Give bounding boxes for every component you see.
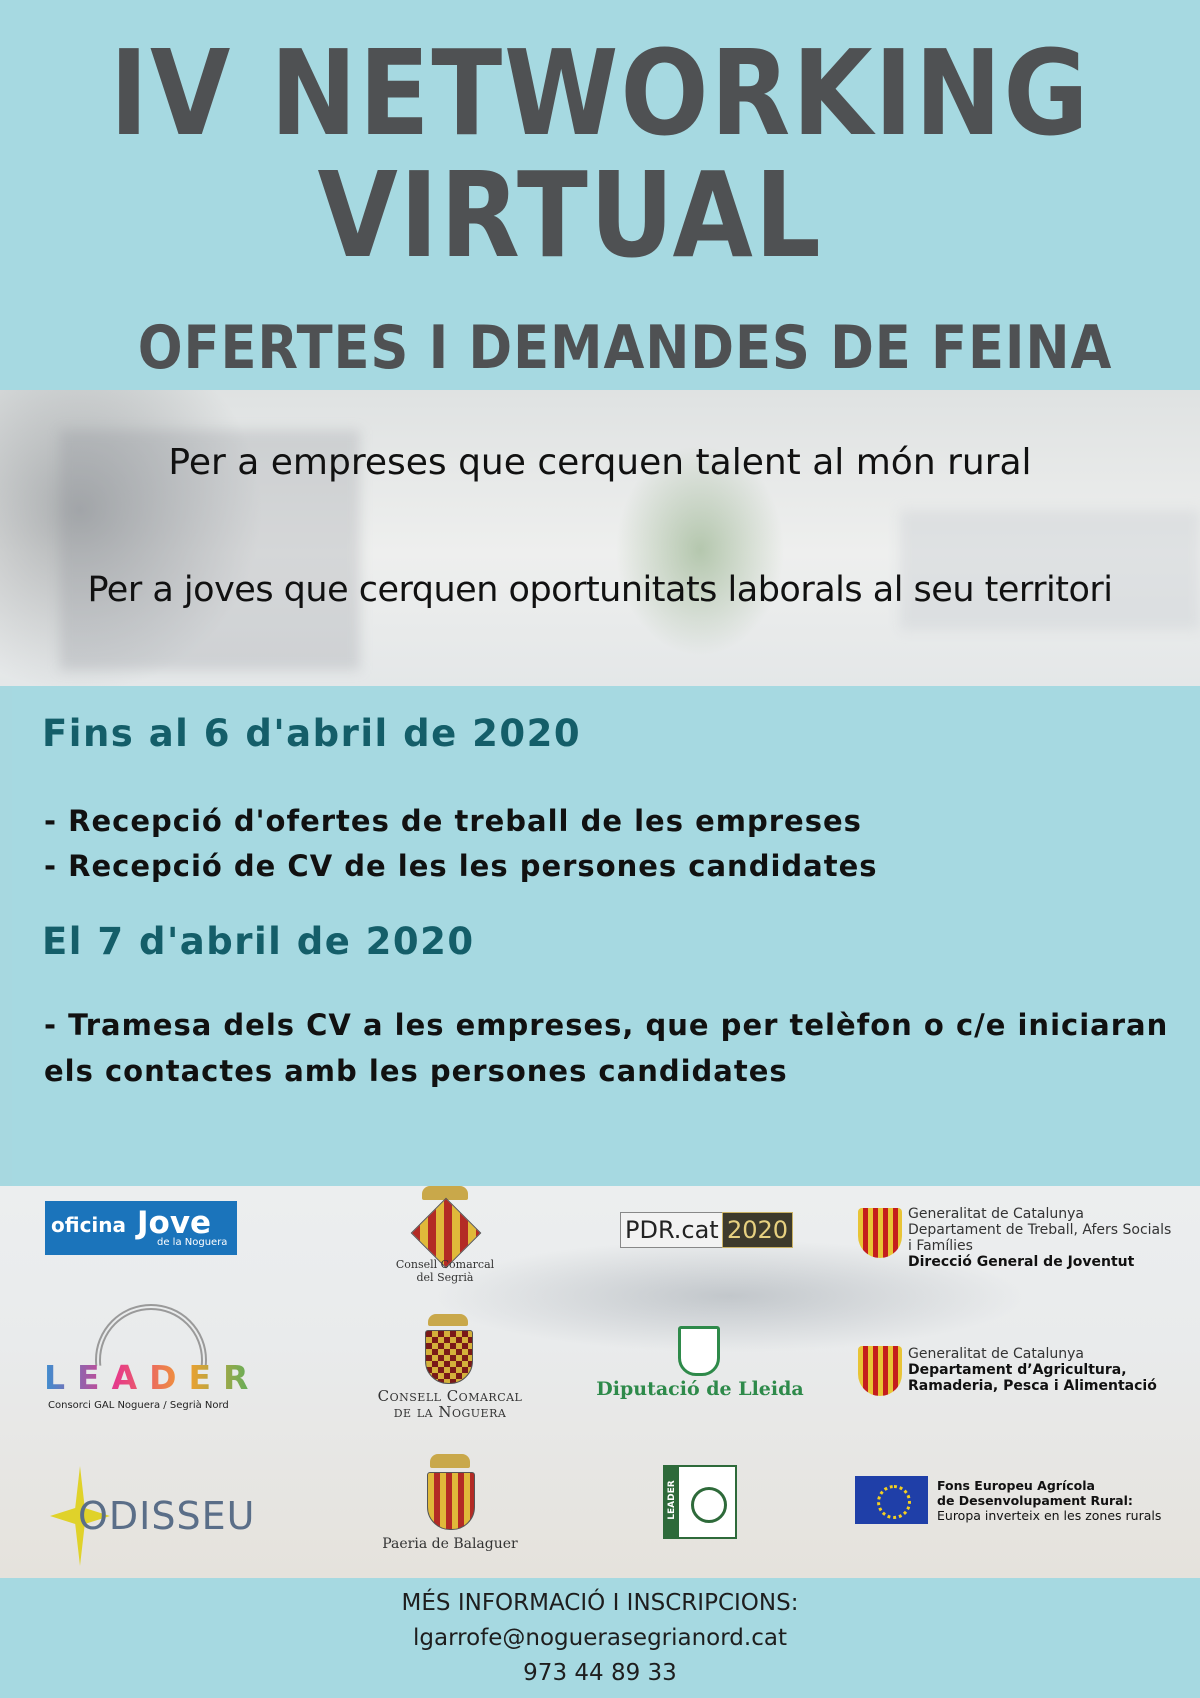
- feader-line2: de Desenvolupament Rural:: [937, 1493, 1133, 1508]
- senyera-shield-icon: [858, 1208, 902, 1258]
- logo-leader-caption: Consorci GAL Noguera / Segrià Nord: [48, 1400, 229, 1411]
- logo-consell-noguera: [360, 1314, 540, 1419]
- feader-line1: Fons Europeu Agrícola: [937, 1478, 1095, 1493]
- logo-pdr-year: 2020: [722, 1212, 793, 1248]
- logo-gencat-treball: [858, 1206, 1198, 1276]
- logo-pdr-text: PDR.cat: [620, 1212, 724, 1248]
- title-line-1: IV NETWORKING: [109, 24, 1091, 162]
- logo-leader-square: [663, 1465, 737, 1539]
- logo-oficina-word: oficina: [51, 1213, 127, 1237]
- schedule-item: els contactes amb les persones candidates: [44, 1054, 788, 1088]
- logo-segria-line2: del Segrià: [416, 1271, 474, 1284]
- logo-leader-word: LEADER: [44, 1358, 261, 1397]
- gencat-line3: i Famílies: [908, 1238, 973, 1254]
- schedule-box: [12, 686, 1200, 1186]
- subtitle: OFERTES I DEMANDES DE FEINA: [137, 313, 1113, 383]
- footer-phone[interactable]: 973 44 89 33: [523, 1660, 677, 1686]
- sponsor-logos: [0, 1186, 1200, 1578]
- intro-line-youth: Per a joves que cerquen oportunitats laborals al seu territori: [87, 570, 1113, 610]
- logo-odisseu-text: ODISSEU: [78, 1494, 256, 1538]
- gencat-line2: Departament de Treball, Afers Socials: [908, 1222, 1172, 1238]
- header-band: [0, 0, 1200, 390]
- crown-icon: [428, 1314, 468, 1326]
- title-line-2: VIRTUAL: [317, 146, 823, 284]
- gencat-line1: Generalitat de Catalunya: [908, 1206, 1084, 1222]
- coat-of-arms-icon: [427, 1472, 475, 1530]
- schedule-item: - Tramesa dels CV a les empreses, que per telèfon o c/e iniciaran: [44, 1008, 1169, 1042]
- footer-email-link[interactable]: lgarrofe@noguerasegrianord.cat: [413, 1625, 787, 1651]
- schedule-item: - Recepció d'ofertes de treball de les empreses: [44, 804, 862, 838]
- senyera-shield-icon: [858, 1346, 902, 1396]
- crown-icon: [430, 1454, 470, 1468]
- schedule-item: - Recepció de CV de les les persones candidates: [44, 849, 878, 883]
- schedule-heading-deadline: Fins al 6 d'abril de 2020: [42, 712, 582, 755]
- leaf-icon: [691, 1487, 727, 1523]
- feader-line3: Europa inverteix en les zones rurals: [937, 1508, 1162, 1523]
- logo-segria-line1: Consell Comarcal: [395, 1258, 495, 1271]
- logo-noguera-line1: Consell Comarcal: [377, 1387, 523, 1405]
- coat-of-arms-icon: [425, 1330, 473, 1384]
- logo-noguera-word: de la Noguera: [157, 1237, 228, 1248]
- logo-noguera-line2: de la Noguera: [393, 1403, 507, 1421]
- logo-consell-segria: [370, 1186, 530, 1286]
- logo-feader: [855, 1476, 1200, 1536]
- logo-diputacio: [580, 1326, 820, 1406]
- schedule-heading-date: El 7 d'abril de 2020: [42, 920, 475, 963]
- gencat-agri-line3: Ramaderia, Pesca i Alimentació: [908, 1378, 1157, 1394]
- logo-odisseu: [40, 1466, 260, 1566]
- logo-jove-word: Jove: [137, 1205, 212, 1241]
- logo-leader: [40, 1304, 261, 1414]
- intro-line-companies: Per a empreses que cerquen talent al món rural: [168, 442, 1032, 483]
- logo-pdr: [620, 1212, 789, 1246]
- eu-flag-icon: [855, 1476, 928, 1524]
- gencat-agri-line2: Departament d’Agricultura,: [908, 1362, 1127, 1378]
- background-photo-band: [0, 390, 1200, 686]
- shield-icon: [678, 1326, 720, 1376]
- logo-oficina-jove: [45, 1201, 237, 1255]
- logo-gencat-agricultura: [858, 1346, 1198, 1406]
- gencat-agri-line1: Generalitat de Catalunya: [908, 1346, 1084, 1362]
- logo-paeria-text: Paeria de Balaguer: [382, 1536, 518, 1552]
- gencat-line4: Direcció General de Joventut: [908, 1254, 1135, 1270]
- footer-band: [0, 1578, 1200, 1698]
- logo-diputacio-text: Diputació de Lleida: [596, 1378, 804, 1400]
- footer-info-label: MÉS INFORMACIÓ I INSCRIPCIONS:: [401, 1590, 799, 1616]
- logo-paeria: [370, 1454, 530, 1564]
- logo-leader-square-text: LEADER: [667, 1480, 677, 1520]
